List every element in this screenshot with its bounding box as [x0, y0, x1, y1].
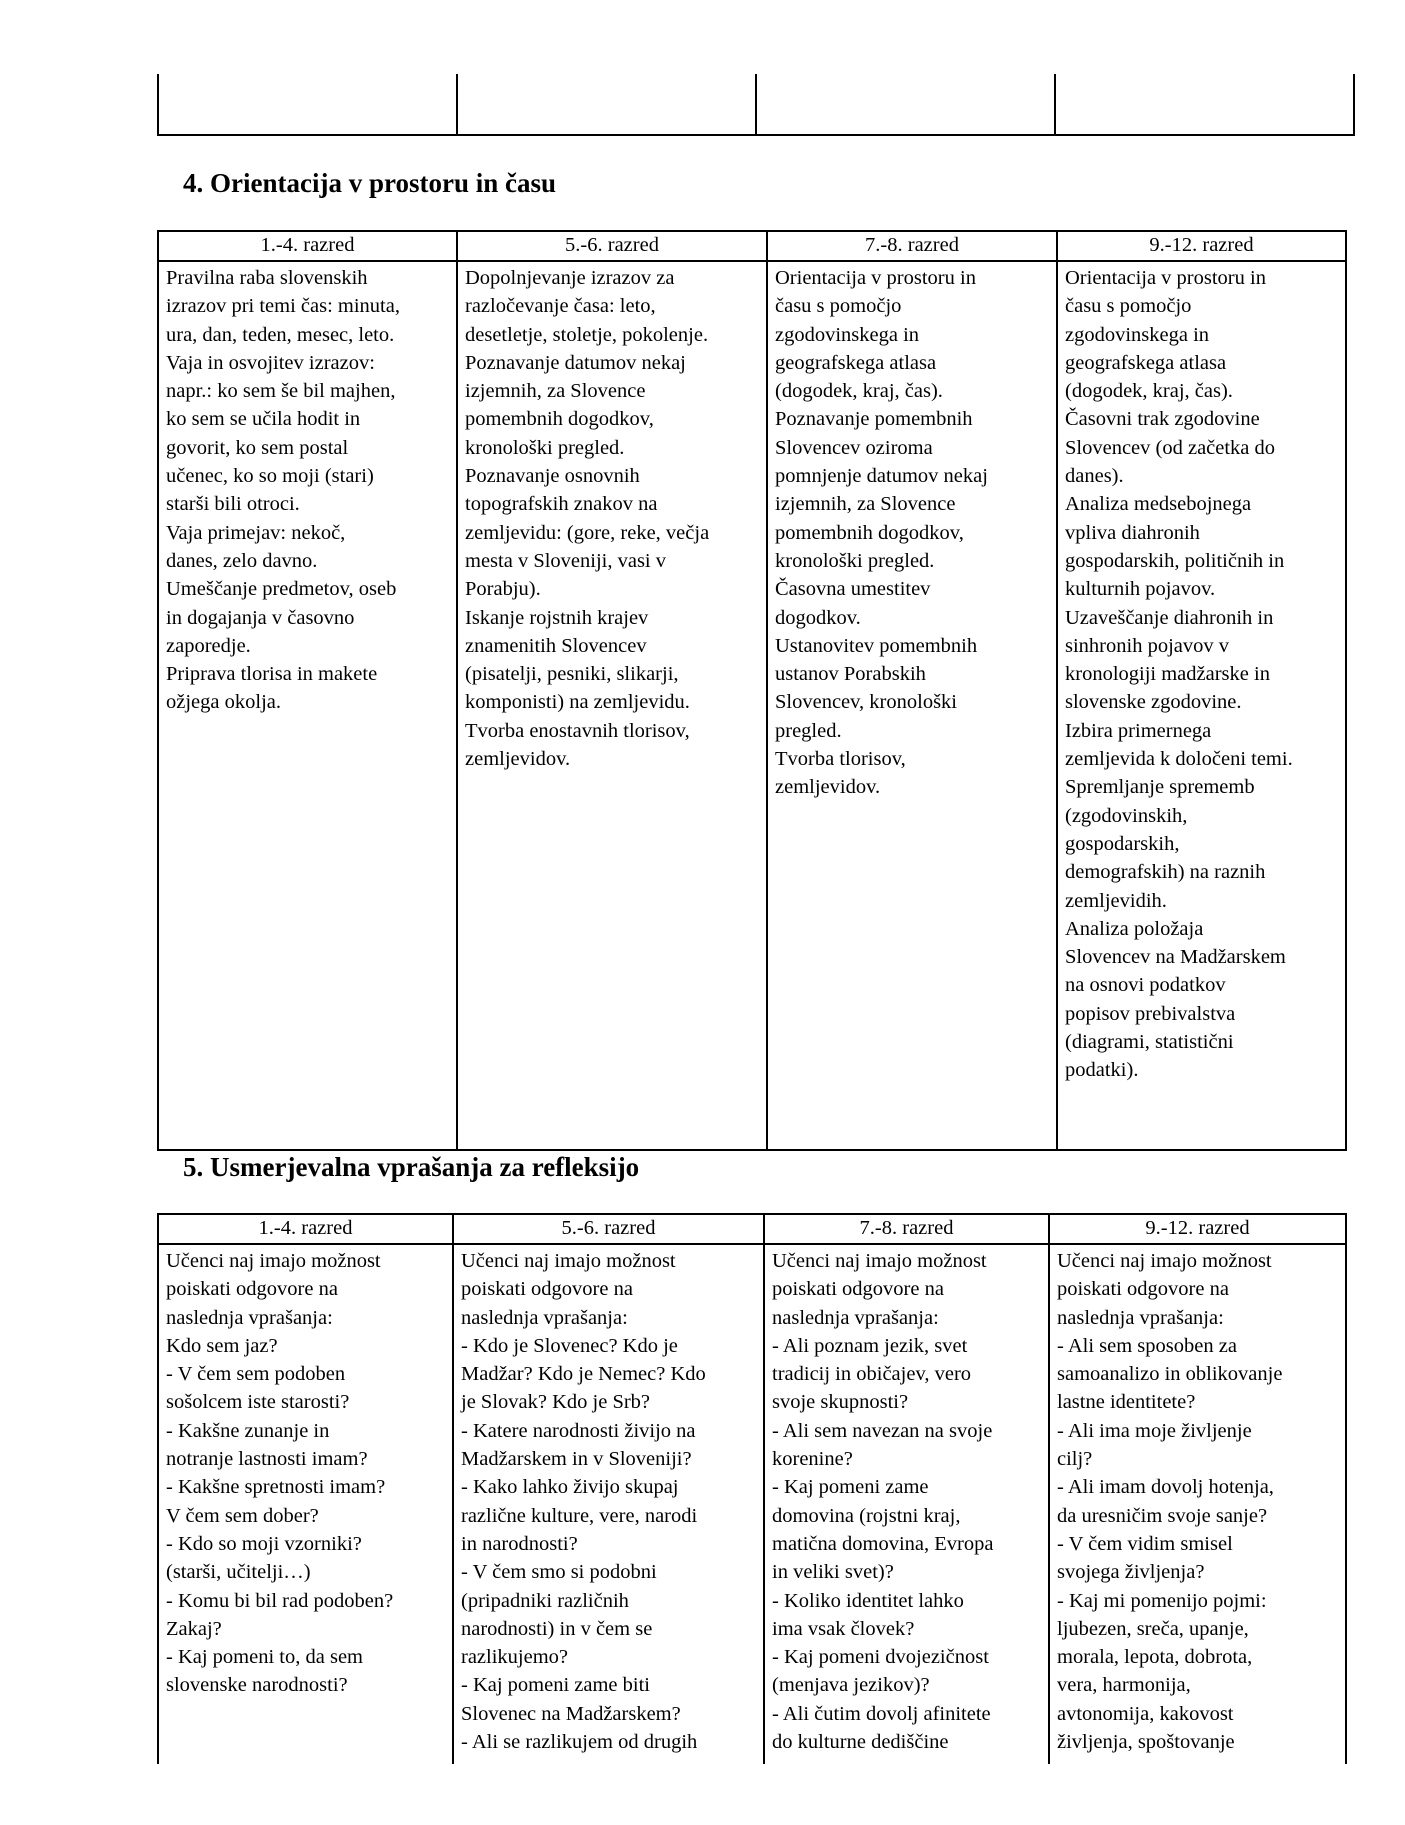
- table-cell: [158, 1244, 453, 1764]
- cell-text-line: avtonomija, kakovost: [1057, 1702, 1234, 1725]
- cell-text-line: Umeščanje predmetov, oseb: [166, 578, 397, 601]
- cell-text-line: Slovencev, kronološki: [775, 691, 958, 714]
- table-cell: [457, 261, 767, 1150]
- section-5-table: [157, 1213, 1347, 1764]
- cell-text-line: - Ali čutim dovolj afinitete: [772, 1702, 991, 1725]
- table-cell: [1049, 1244, 1346, 1764]
- cell-text-line: Vaja primejav: nekoč,: [166, 521, 346, 544]
- table-cell: [756, 74, 1055, 135]
- cell-text-line: Slovencev na Madžarskem: [1065, 946, 1286, 969]
- cell-text-line: (pisatelji, pesniki, slikarji,: [465, 663, 679, 686]
- cell-text-line: Zakaj?: [166, 1617, 222, 1640]
- cell-text-line: - Katere narodnosti živijo na: [461, 1419, 696, 1442]
- cell-text-line: Analiza položaja: [1065, 917, 1204, 940]
- cell-text-line: (dogodek, kraj, čas).: [1065, 380, 1233, 403]
- cell-text-line: (diagrami, statistični: [1065, 1031, 1234, 1054]
- cell-text-line: Madžarskem in v Sloveniji?: [461, 1448, 692, 1471]
- column-header: 9.-12. razred: [1049, 1214, 1346, 1244]
- cell-text-line: kronološki pregled.: [465, 436, 625, 459]
- cell-text-line: različne kulture, vere, narodi: [461, 1504, 698, 1527]
- cell-text-line: Učenci naj imajo možnost: [166, 1250, 381, 1272]
- cell-text-line: vpliva diahronih: [1065, 521, 1200, 544]
- cell-text-line: Slovencev oziroma: [775, 436, 933, 459]
- cell-text-line: poiskati odgovore na: [772, 1278, 944, 1301]
- cell-text-line: - Ali sem navezan na svoje: [772, 1419, 993, 1442]
- cell-text-line: da uresničim svoje sanje?: [1057, 1504, 1268, 1527]
- column-header: 1.-4. razred: [158, 231, 457, 261]
- column-header: 1.-4. razred: [158, 1214, 453, 1244]
- cell-text-line: zaporedje.: [166, 634, 251, 657]
- column-header: 7.-8. razred: [764, 1214, 1049, 1244]
- cell-text-line: znamenitih Slovencev: [465, 634, 647, 657]
- table-header-row: [158, 1214, 1346, 1244]
- cell-text-line: - Kdo je Slovenec? Kdo je: [461, 1334, 678, 1357]
- cell-text-line: Tvorba enostavnih tlorisov,: [465, 719, 690, 742]
- cell-text-line: slovenske narodnosti?: [166, 1674, 348, 1697]
- cell-text-line: pomembnih dogodkov,: [465, 408, 654, 431]
- cell-text-line: razločevanje časa: leto,: [465, 295, 656, 318]
- cell-text-line: Spremljanje sprememb: [1065, 776, 1255, 799]
- cell-text-line: demografskih) na raznih: [1065, 861, 1266, 884]
- table-cell: [764, 1244, 1049, 1764]
- cell-text-line: je Slovak? Kdo je Srb?: [461, 1391, 651, 1414]
- cell-text-line: ura, dan, teden, mesec, leto.: [166, 323, 395, 346]
- cell-text-line: zemljevidov.: [465, 748, 571, 771]
- cell-text-line: - Kdo so moji vzorniki?: [166, 1532, 362, 1555]
- cell-text-line: (menjava jezikov)?: [772, 1674, 930, 1697]
- table-cell: [1055, 74, 1354, 135]
- cell-text-line: gospodarskih, političnih in: [1065, 549, 1285, 572]
- cell-text-line: geografskega atlasa: [775, 351, 937, 374]
- cell-text-line: (zgodovinskih,: [1065, 804, 1188, 827]
- cell-text-line: in narodnosti?: [461, 1532, 578, 1555]
- cell-text-line: času s pomočjo: [775, 295, 902, 318]
- column-header: 5.-6. razred: [457, 231, 767, 261]
- cell-text-line: ožjega okolja.: [166, 691, 281, 714]
- cell-text-line: Porabju).: [465, 578, 541, 601]
- cell-text-line: zemljevidu: (gore, reke, večja: [465, 521, 710, 544]
- table-header-row: [158, 231, 1346, 261]
- cell-text-line: pomembnih dogodkov,: [775, 521, 964, 544]
- cell-text-line: - V čem smo si podobni: [461, 1561, 657, 1584]
- cell-text-line: zemljevidih.: [1065, 889, 1167, 912]
- cell-text-line: Poznavanje pomembnih: [775, 408, 973, 431]
- cell-text-line: zemljevida k določeni temi.: [1065, 748, 1293, 771]
- cell-text-line: kronologiji madžarske in: [1065, 663, 1270, 686]
- cell-text-line: zemljevidov.: [775, 776, 881, 799]
- table-row: [158, 261, 1346, 1150]
- cell-text-line: (dogodek, kraj, čas).: [775, 380, 943, 403]
- cell-text-line: - Kaj pomeni zame: [772, 1476, 929, 1499]
- cell-text-line: naslednja vprašanja:: [772, 1306, 939, 1329]
- cell-text-line: ljubezen, sreča, upanje,: [1057, 1617, 1249, 1640]
- cell-text-line: - Kakšne zunanje in: [166, 1419, 330, 1442]
- cell-text-line: sošolcem iste starosti?: [166, 1391, 350, 1414]
- table-cell: [767, 261, 1057, 1150]
- cell-text-line: učenec, ko so moji (stari): [166, 465, 374, 488]
- cell-text-line: - Kaj pomeni to, da sem: [166, 1646, 363, 1669]
- cell-text-line: zgodovinskega in: [775, 323, 920, 346]
- cell-text-line: in veliki svet)?: [772, 1561, 894, 1584]
- cell-text-line: Iskanje rojstnih krajev: [465, 606, 649, 629]
- cell-text-line: kronološki pregled.: [775, 549, 935, 572]
- cell-text-line: Učenci naj imajo možnost: [772, 1250, 987, 1272]
- cell-text-line: tradicij in običajev, vero: [772, 1363, 972, 1386]
- cell-text-line: - Kakšne spretnosti imam?: [166, 1476, 386, 1499]
- cell-text-line: domovina (rojstni kraj,: [772, 1504, 961, 1527]
- cell-text-line: poiskati odgovore na: [461, 1278, 633, 1301]
- column-header: 5.-6. razred: [453, 1214, 764, 1244]
- cell-text-line: - Komu bi bil rad podoben?: [166, 1589, 394, 1612]
- cell-text-line: podatki).: [1065, 1059, 1139, 1082]
- section-5-title: 5. Usmerjevalna vprašanja za refleksijo: [183, 1152, 640, 1182]
- previous-table-tail: [157, 74, 1355, 136]
- cell-text-line: Časovna umestitev: [775, 578, 931, 601]
- cell-text-line: - Ali ima moje življenje: [1057, 1419, 1252, 1442]
- cell-text-line: - Ali se razlikujem od drugih: [461, 1731, 698, 1754]
- cell-text-line: geografskega atlasa: [1065, 351, 1227, 374]
- cell-text-line: cilj?: [1057, 1448, 1093, 1471]
- table-cell: [158, 261, 457, 1150]
- cell-text-line: Učenci naj imajo možnost: [1057, 1250, 1272, 1272]
- cell-text-line: poiskati odgovore na: [166, 1278, 338, 1301]
- cell-text-line: Tvorba tlorisov,: [775, 748, 906, 771]
- cell-text-line: poiskati odgovore na: [1057, 1278, 1229, 1301]
- cell-text-line: Dopolnjevanje izrazov za: [465, 267, 675, 289]
- cell-text-line: in dogajanja v časovno: [166, 606, 355, 629]
- cell-text-line: korenine?: [772, 1448, 853, 1471]
- table-cell: [1057, 261, 1346, 1150]
- cell-text-line: govorit, ko sem postal: [166, 436, 349, 459]
- cell-text-line: do kulturne dediščine: [772, 1731, 949, 1754]
- cell-text-line: na osnovi podatkov: [1065, 974, 1226, 997]
- cell-text-line: Izbira primernega: [1065, 719, 1212, 742]
- column-header: 9.-12. razred: [1057, 231, 1346, 261]
- cell-text-line: starši bili otroci.: [166, 493, 300, 516]
- cell-text-line: Kdo sem jaz?: [166, 1334, 278, 1357]
- cell-text-line: pregled.: [775, 719, 842, 742]
- cell-text-line: gospodarskih,: [1065, 832, 1180, 855]
- cell-text-line: zgodovinskega in: [1065, 323, 1210, 346]
- cell-text-line: samoanalizo in oblikovanje: [1057, 1363, 1283, 1386]
- cell-text-line: - Kako lahko živijo skupaj: [461, 1476, 679, 1499]
- cell-text-line: razlikujemo?: [461, 1646, 569, 1669]
- cell-text-line: Časovni trak zgodovine: [1065, 408, 1260, 431]
- cell-text-line: vera, harmonija,: [1057, 1674, 1191, 1697]
- cell-text-line: Ustanovitev pomembnih: [775, 634, 978, 657]
- cell-text-line: (pripadniki različnih: [461, 1589, 629, 1612]
- cell-text-line: - Ali poznam jezik, svet: [772, 1334, 968, 1357]
- cell-text-line: ko sem se učila hodit in: [166, 408, 361, 431]
- cell-text-line: Učenci naj imajo možnost: [461, 1250, 676, 1272]
- cell-text-line: naslednja vprašanja:: [1057, 1306, 1224, 1329]
- cell-text-line: narodnosti) in v čem se: [461, 1617, 653, 1640]
- cell-text-line: - V čem vidim smisel: [1057, 1532, 1233, 1555]
- cell-text-line: danes).: [1065, 465, 1124, 488]
- cell-text-line: naslednja vprašanja:: [461, 1306, 628, 1329]
- cell-text-line: Vaja in osvojitev izrazov:: [166, 351, 375, 374]
- table-cell: [453, 1244, 764, 1764]
- cell-text-line: danes, zelo davno.: [166, 549, 318, 572]
- cell-text-line: V čem sem dober?: [166, 1504, 319, 1527]
- cell-text-line: Slovenec na Madžarskem?: [461, 1702, 681, 1725]
- cell-text-line: Slovencev (od začetka do: [1065, 436, 1276, 459]
- cell-text-line: času s pomočjo: [1065, 295, 1192, 318]
- cell-text-line: Analiza medsebojnega: [1065, 493, 1252, 516]
- cell-text-line: - Kaj pomeni dvojezičnost: [772, 1646, 989, 1669]
- cell-text-line: Poznavanje osnovnih: [465, 465, 640, 488]
- cell-text-line: morala, lepota, dobrota,: [1057, 1646, 1253, 1669]
- column-header: 7.-8. razred: [767, 231, 1057, 261]
- cell-text-line: dogodkov.: [775, 606, 861, 629]
- table-cell: [457, 74, 756, 135]
- cell-text-line: matična domovina, Evropa: [772, 1532, 994, 1555]
- cell-text-line: komponisti) na zemljevidu.: [465, 691, 690, 714]
- cell-text-line: - V čem sem podoben: [166, 1363, 346, 1386]
- cell-text-line: popisov prebivalstva: [1065, 1002, 1236, 1025]
- cell-text-line: slovenske zgodovine.: [1065, 691, 1242, 714]
- cell-text-line: - Kaj pomeni zame biti: [461, 1674, 650, 1697]
- cell-text-line: napr.: ko sem še bil majhen,: [166, 380, 396, 403]
- cell-text-line: (starši, učitelji…): [166, 1561, 311, 1584]
- cell-text-line: izrazov pri temi čas: minuta,: [166, 295, 400, 318]
- cell-text-line: Madžar? Kdo je Nemec? Kdo: [461, 1363, 706, 1386]
- cell-text-line: Orientacija v prostoru in: [1065, 267, 1266, 289]
- cell-text-line: sinhronih pojavov v: [1065, 634, 1229, 657]
- cell-text-line: izjemnih, za Slovence: [775, 493, 956, 516]
- cell-text-line: svojega življenja?: [1057, 1561, 1205, 1584]
- cell-text-line: Poznavanje datumov nekaj: [465, 351, 686, 374]
- cell-text-line: ustanov Porabskih: [775, 663, 926, 686]
- cell-text-line: Pravilna raba slovenskih: [166, 267, 368, 289]
- table-cell: [158, 74, 457, 135]
- cell-text-line: življenja, spoštovanje: [1057, 1731, 1235, 1754]
- cell-text-line: Priprava tlorisa in makete: [166, 663, 378, 686]
- cell-text-line: desetletje, stoletje, pokolenje.: [465, 323, 709, 346]
- cell-text-line: ima vsak človek?: [772, 1617, 915, 1640]
- cell-text-line: pomnjenje datumov nekaj: [775, 465, 988, 488]
- section-4-table: [157, 230, 1347, 1151]
- cell-text-line: - Ali imam dovolj hotenja,: [1057, 1476, 1274, 1499]
- cell-text-line: - Koliko identitet lahko: [772, 1589, 964, 1612]
- cell-text-line: Uzaveščanje diahronih in: [1065, 606, 1274, 629]
- cell-text-line: izjemnih, za Slovence: [465, 380, 646, 403]
- cell-text-line: kulturnih pojavov.: [1065, 578, 1216, 601]
- cell-text-line: notranje lastnosti imam?: [166, 1448, 368, 1471]
- section-4-title: 4. Orientacija v prostoru in času: [183, 168, 556, 198]
- cell-text-line: Orientacija v prostoru in: [775, 267, 976, 289]
- cell-text-line: naslednja vprašanja:: [166, 1306, 333, 1329]
- cell-text-line: lastne identitete?: [1057, 1391, 1196, 1414]
- cell-text-line: mesta v Sloveniji, vasi v: [465, 549, 666, 572]
- cell-text-line: svoje skupnosti?: [772, 1391, 909, 1414]
- cell-text-line: - Ali sem sposoben za: [1057, 1334, 1237, 1357]
- cell-text-line: - Kaj mi pomenijo pojmi:: [1057, 1589, 1267, 1612]
- cell-text-line: topografskih znakov na: [465, 493, 658, 516]
- table-row: [158, 1244, 1346, 1764]
